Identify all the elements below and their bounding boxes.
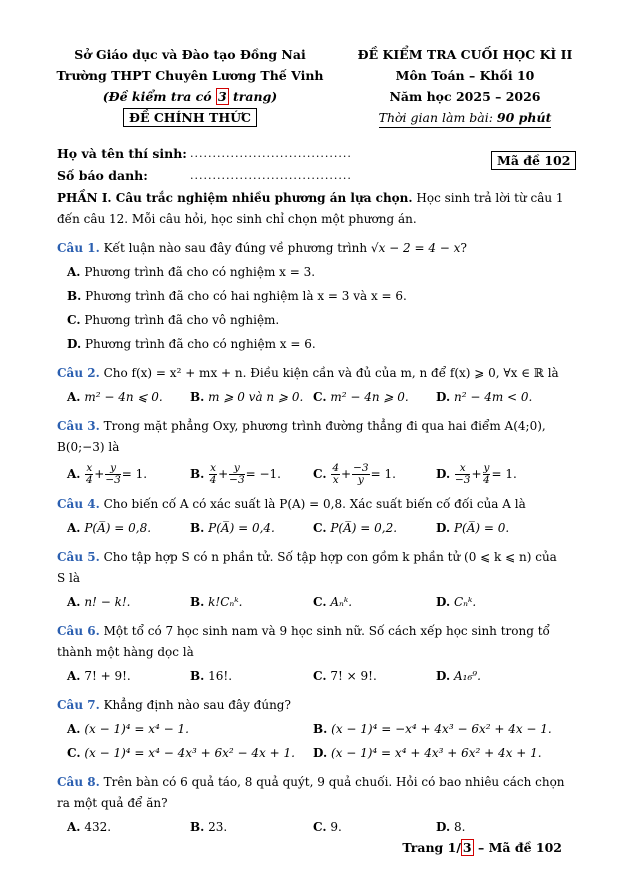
option-label: B. (190, 595, 205, 609)
question-text: Kết luận nào sau đây đúng về phương trình (103, 241, 371, 255)
option-b[interactable] (190, 592, 313, 613)
option-text: (x − 1)⁴ = x⁴ + 4x³ + 6x² + 4x + 1. (330, 746, 542, 760)
option-label: A. (67, 669, 81, 683)
option-d[interactable] (436, 817, 559, 838)
option-label: D. (313, 746, 328, 760)
options-row (57, 463, 565, 486)
question-3 (57, 416, 565, 458)
page-footer (402, 840, 562, 855)
footer-page-label: Trang 1/ (402, 840, 461, 855)
options-row (57, 743, 565, 764)
option-label: C. (313, 390, 327, 404)
option-label: D. (436, 390, 451, 404)
time-limit (379, 110, 552, 128)
options-row (57, 666, 565, 687)
option-text: 9. (330, 820, 342, 834)
option-label: D. (436, 595, 451, 609)
option-text: Aₙᵏ. (330, 595, 353, 609)
question-number: Câu 1. (57, 241, 100, 255)
option-label: C. (313, 669, 327, 683)
question-equation: √x − 2 = 4 − x (370, 241, 461, 255)
option-text: Phương trình đã cho có hai nghiệm là x = 3 và x = 6. (85, 289, 407, 303)
part1-title: PHẦN I. Câu trắc nghiệm nhiều phương án lựa chọn. (57, 191, 413, 205)
option-text: Phương trình đã cho có nghiệm x = 3. (84, 265, 316, 279)
option-a[interactable] (67, 592, 190, 613)
question-4 (57, 494, 565, 515)
page-count-note (55, 86, 325, 107)
option-a[interactable]: A. $\frac{x}{4}$ + $\frac{y}{-3}$ = 1. (67, 462, 148, 486)
option-label: C. (313, 467, 327, 481)
option-c[interactable]: C. $\frac{4}{x}$ + $\frac{-3}{y}$ = 1. (313, 462, 396, 486)
option-label: C. (313, 521, 327, 535)
question-text: Một tổ có 7 học sinh nam và 9 học sinh nữ. Số cách xếp học sinh trong tổ thành một hàng dọc là (57, 624, 550, 659)
school-name: Trường THPT Chuyên Lương Thế Vinh (56, 68, 324, 83)
option-text: 7! × 9!. (330, 669, 377, 683)
option-label: B. (190, 820, 205, 834)
question-text: Cho tập hợp S có n phần tử. Số tập hợp con gồm k phần tử (0 ⩽ k ⩽ n) của S là (57, 550, 557, 585)
question-text: Khẳng định nào sau đây đúng? (103, 698, 291, 712)
option-text: Phương trình đã cho có nghiệm x = 6. (84, 337, 316, 351)
option-a[interactable] (67, 518, 190, 539)
options-row (57, 387, 565, 408)
exam-code-box: Mã đề 102 (491, 151, 576, 170)
option-text: (x − 1)⁴ = −x⁴ + 4x³ − 6x² + 4x − 1. (331, 722, 552, 736)
exam-content (57, 188, 565, 838)
candidate-name-field[interactable]: .................................... (190, 147, 352, 160)
page-count-number: 3 (217, 89, 227, 104)
option-a[interactable] (57, 262, 565, 283)
option-a[interactable] (67, 719, 313, 740)
time-limit-value: 90 phút (496, 110, 552, 125)
footer-exam-code: – Mã đề 102 (473, 840, 562, 855)
option-label: C. (313, 820, 327, 834)
page-count-post: trang) (228, 89, 278, 104)
department-name: Sở Giáo dục và Đào tạo Đồng Nai (74, 47, 306, 62)
question-number: Câu 5. (57, 550, 100, 564)
page-count-pre: (Đề kiểm tra có (102, 89, 216, 104)
option-label: C. (313, 595, 327, 609)
option-label: B. (190, 521, 205, 535)
option-text: P(A̅) = 0,2. (330, 521, 398, 535)
options-row (57, 817, 565, 838)
option-label: B. (190, 669, 205, 683)
question-text: Trong mặt phẳng Oxy, phương trình đường thẳng đi qua hai điểm A(4;0), B(0;−3) là (57, 419, 546, 454)
option-label: A. (67, 595, 81, 609)
option-label: B. (190, 390, 205, 404)
time-limit-label: Thời gian làm bài: (378, 110, 497, 125)
option-label: A. (67, 722, 81, 736)
official-stamp: ĐỀ CHÍNH THỨC (123, 108, 257, 127)
option-label: C. (67, 313, 81, 327)
option-label: D. (436, 820, 451, 834)
question-number: Câu 2. (57, 366, 100, 380)
question-number: Câu 7. (57, 698, 100, 712)
option-text: n! − k!. (84, 595, 131, 609)
option-text: A₁₆⁹. (453, 669, 481, 683)
part1-description: Học sinh trả lời từ câu 1 đến câu 12. Mỗi câu hỏi, học sinh chỉ chọn một phương án. (57, 191, 564, 226)
option-d[interactable] (436, 518, 559, 539)
option-text: n² − 4m < 0. (453, 390, 533, 404)
option-label: C. (67, 746, 81, 760)
option-text: 432. (84, 820, 112, 834)
question-text: Trên bàn có 6 quả táo, 8 quả quýt, 9 quả chuối. Hỏi có bao nhiêu cách chọn ra một quả để ăn? (57, 775, 565, 810)
option-text: k!Cₙᵏ. (208, 595, 243, 609)
school-header (55, 44, 325, 128)
option-text: (x − 1)⁴ = x⁴ − 4x³ + 6x² − 4x + 1. (84, 746, 295, 760)
option-a[interactable] (67, 387, 190, 408)
option-text: 23. (208, 820, 228, 834)
option-text: m² − 4n ⩽ 0. (84, 390, 163, 404)
option-b[interactable] (57, 286, 565, 307)
option-label: A. (67, 467, 81, 481)
option-label: A. (67, 521, 81, 535)
option-d[interactable]: D. $\frac{x}{-3}$ + $\frac{y}{4}$ = 1. (436, 462, 517, 486)
option-label: B. (190, 467, 205, 481)
option-label: A. (67, 820, 81, 834)
option-text: 8. (453, 820, 466, 834)
option-b[interactable] (190, 666, 313, 687)
option-b[interactable]: B. $\frac{x}{4}$ + $\frac{y}{-3}$ = −1. (190, 462, 281, 486)
question-number: Câu 4. (57, 497, 100, 511)
option-c[interactable] (313, 592, 436, 613)
option-label: A. (67, 390, 81, 404)
option-text: m² − 4n ⩾ 0. (330, 390, 409, 404)
option-text: P(A̅) = 0,4. (208, 521, 275, 535)
option-b[interactable] (190, 817, 313, 838)
question-2 (57, 363, 565, 384)
option-c[interactable] (313, 387, 436, 408)
question-6 (57, 621, 565, 663)
option-text: (x − 1)⁴ = x⁴ − 1. (84, 722, 189, 736)
option-text: Phương trình đã cho vô nghiệm. (84, 313, 280, 327)
options-row (57, 518, 565, 539)
option-label: D. (436, 669, 451, 683)
question-text: Cho biến cố A có xác suất là P(A) = 0,8. Xác suất biến cố đối của A là (103, 497, 526, 511)
question-text: Cho f(x) = x² + mx + n. Điều kiện cần và đủ của m, n để f(x) ⩾ 0, ∀x ∈ ℝ là (103, 366, 559, 380)
candidate-name-label: Họ và tên thí sinh: (57, 146, 187, 161)
option-d[interactable] (313, 743, 559, 764)
option-a[interactable] (67, 817, 190, 838)
option-label: D. (436, 467, 451, 481)
option-label: B. (313, 722, 328, 736)
option-c[interactable] (67, 743, 313, 764)
option-d[interactable] (436, 387, 559, 408)
option-c[interactable] (313, 666, 436, 687)
option-label: A. (67, 265, 81, 279)
question-number: Câu 3. (57, 419, 100, 433)
option-d[interactable] (436, 592, 559, 613)
part1-intro (57, 188, 565, 230)
exam-header (352, 44, 578, 128)
subject: Môn Toán – Khối 10 (395, 68, 535, 83)
question-1 (57, 238, 565, 259)
question-text-end: ? (460, 241, 467, 255)
candidate-id-field[interactable]: .................................... (190, 169, 352, 182)
school-year: Năm học 2025 – 2026 (389, 89, 541, 104)
option-text: 7! + 9!. (84, 669, 131, 683)
option-label: D. (436, 521, 451, 535)
option-text: P(A̅) = 0. (453, 521, 510, 535)
options-row (57, 592, 565, 613)
question-number: Câu 8. (57, 775, 100, 789)
option-text: 16!. (208, 669, 233, 683)
option-d[interactable] (436, 666, 559, 687)
option-c[interactable] (313, 817, 436, 838)
question-7 (57, 695, 565, 716)
option-b[interactable] (190, 387, 313, 408)
option-b[interactable] (190, 518, 313, 539)
option-a[interactable] (67, 666, 190, 687)
options-row (57, 719, 565, 740)
option-d[interactable] (57, 334, 565, 355)
question-5 (57, 547, 565, 589)
option-c[interactable] (313, 518, 436, 539)
option-b[interactable] (313, 719, 559, 740)
candidate-id-label: Số báo danh: (57, 168, 148, 183)
exam-title: ĐỀ KIỂM TRA CUỐI HỌC KÌ II (357, 47, 573, 62)
option-text: P(A̅) = 0,8. (84, 521, 152, 535)
footer-total-pages: 3 (462, 840, 472, 855)
option-text: m ⩾ 0 và n ⩾ 0. (208, 390, 304, 404)
option-label: D. (67, 337, 82, 351)
option-text: Cₙᵏ. (453, 595, 477, 609)
option-label: B. (67, 289, 82, 303)
question-8 (57, 772, 565, 814)
option-c[interactable] (57, 310, 565, 331)
question-number: Câu 6. (57, 624, 100, 638)
